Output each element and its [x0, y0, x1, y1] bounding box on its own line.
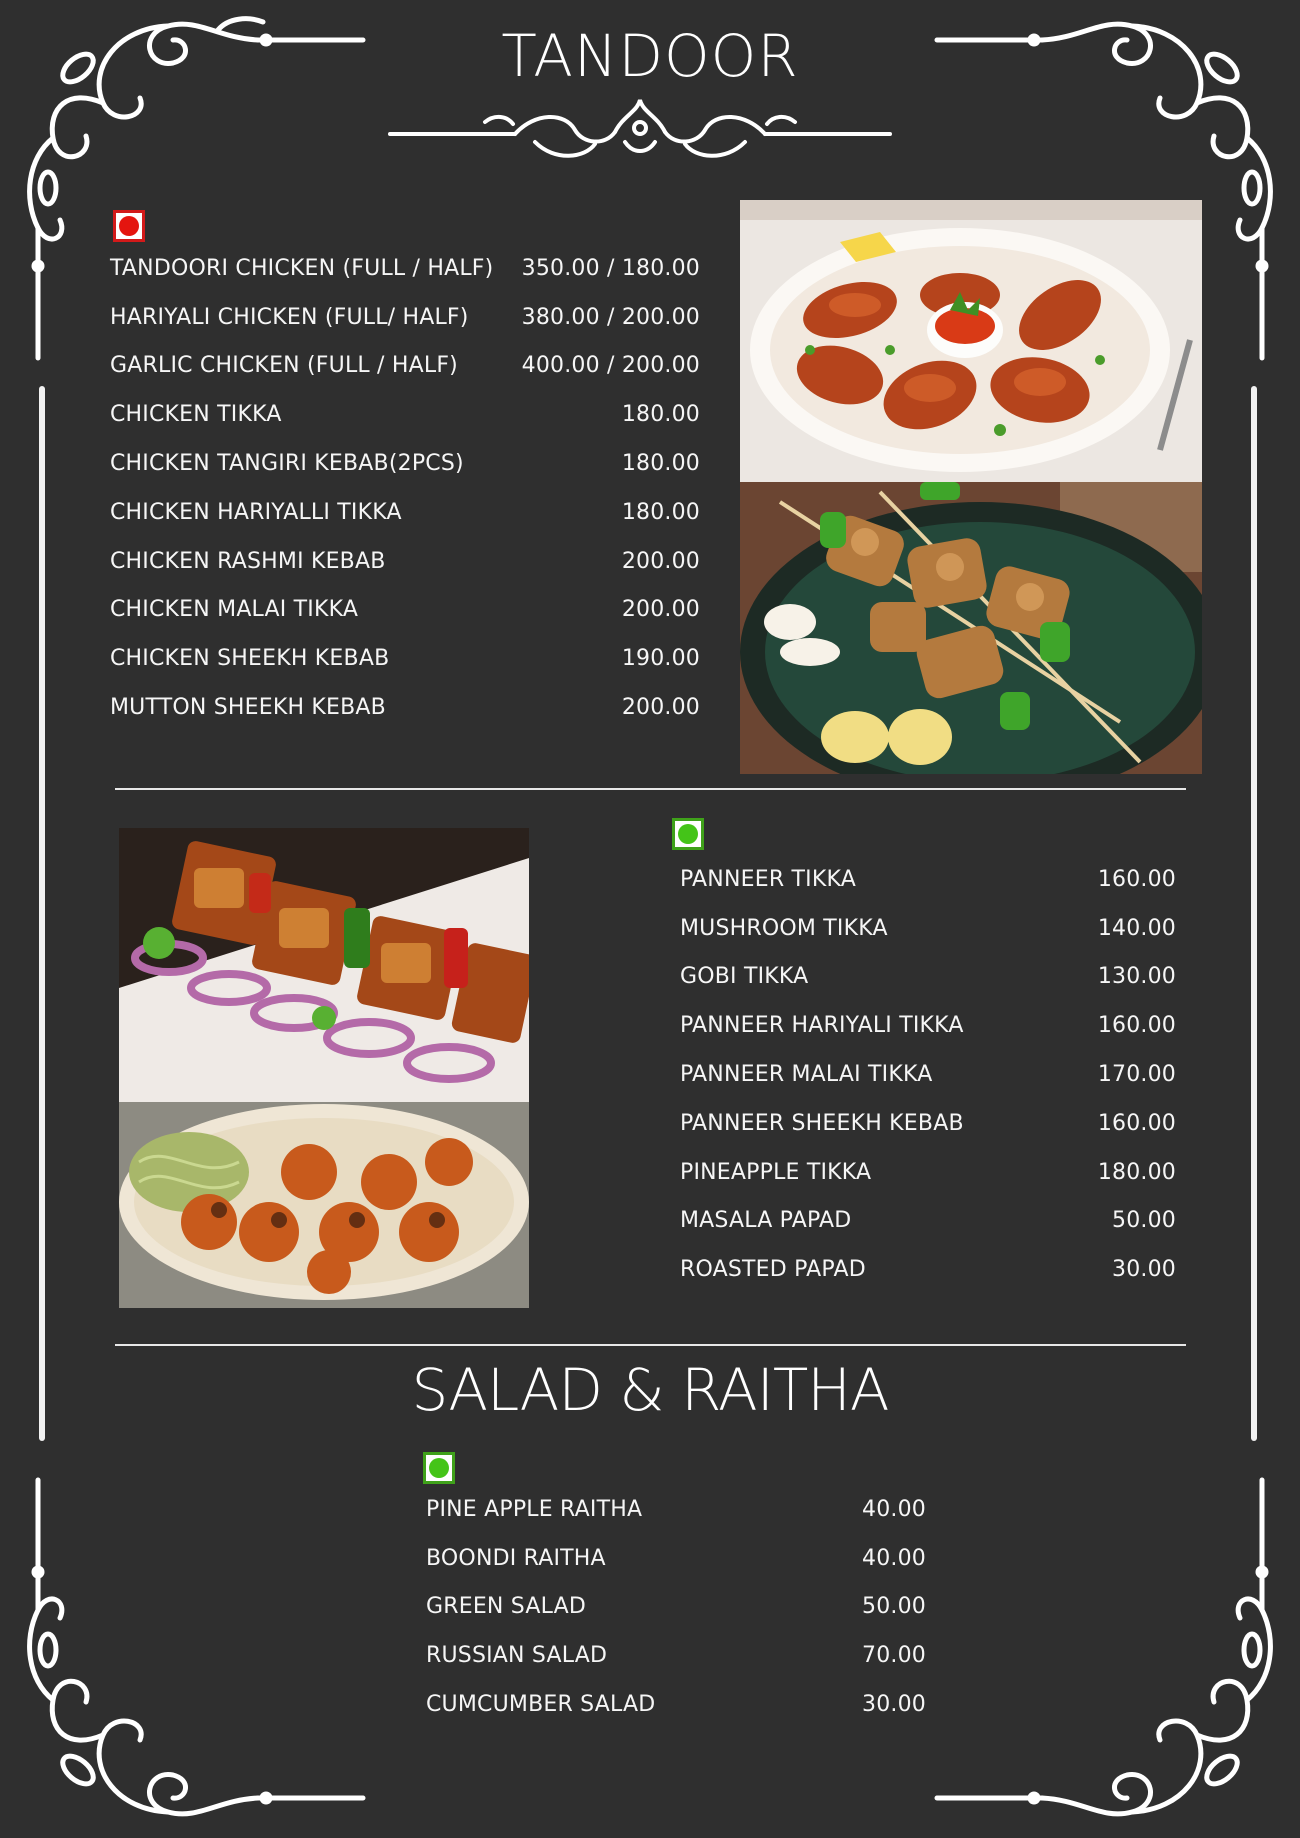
corner-ornament-bottom-left	[8, 1450, 388, 1830]
menu-item-price: 400.00 / 200.00	[521, 353, 700, 379]
salad-veg-symbol-icon	[423, 1452, 455, 1484]
menu-item	[680, 904, 1176, 953]
menu-item	[110, 390, 700, 439]
menu-item	[426, 1583, 926, 1632]
paneer-tikka-photo	[119, 828, 529, 1102]
menu-item-price: 30.00	[862, 1692, 926, 1718]
menu-item-price: 180.00	[1097, 1159, 1176, 1185]
menu-item-price: 160.00	[1097, 866, 1176, 892]
section-divider-1	[115, 788, 1186, 790]
menu-item-name: CHICKEN SHEEKH KEBAB	[110, 646, 390, 672]
menu-item-name: CUMCUMBER SALAD	[426, 1692, 656, 1718]
salad-menu-list	[426, 1485, 926, 1729]
menu-item-price: 30.00	[1112, 1257, 1176, 1283]
menu-item	[110, 244, 700, 293]
menu-item-price: 130.00	[1097, 964, 1176, 990]
menu-item-price: 380.00 / 200.00	[521, 304, 700, 330]
menu-item	[110, 293, 700, 342]
menu-item-name: PANNEER TIKKA	[680, 866, 856, 892]
menu-item	[680, 1245, 1176, 1294]
menu-item-price: 40.00	[862, 1545, 926, 1571]
menu-item-price: 170.00	[1097, 1062, 1176, 1088]
menu-item-price: 50.00	[862, 1594, 926, 1620]
menu-item	[426, 1631, 926, 1680]
menu-item-name: PANNEER SHEEKH KEBAB	[680, 1110, 964, 1136]
menu-item-name: GREEN SALAD	[426, 1594, 586, 1620]
veg-symbol-icon	[672, 818, 704, 850]
menu-item-price: 180.00	[621, 499, 700, 525]
menu-item-name: PINE APPLE RAITHA	[426, 1496, 643, 1522]
menu-item-price: 160.00	[1097, 1110, 1176, 1136]
menu-item	[110, 634, 700, 683]
nonveg-menu-list	[110, 244, 700, 732]
menu-item-name: MUSHROOM TIKKA	[680, 915, 888, 941]
menu-item	[110, 586, 700, 635]
salad-section-title: SALAD & RAITHA	[411, 1356, 889, 1424]
menu-item-name: RUSSIAN SALAD	[426, 1643, 608, 1669]
menu-item-name: PINEAPPLE TIKKA	[680, 1159, 872, 1185]
menu-item-price: 200.00	[621, 548, 700, 574]
menu-item-price: 180.00	[621, 402, 700, 428]
menu-item	[680, 953, 1176, 1002]
menu-item	[680, 1148, 1176, 1197]
corner-ornament-bottom-right	[912, 1450, 1292, 1830]
title-flourish-ornament	[385, 92, 895, 164]
menu-item-price: 200.00	[621, 597, 700, 623]
menu-item-name: GOBI TIKKA	[680, 964, 809, 990]
menu-item-price: 160.00	[1097, 1013, 1176, 1039]
menu-item-name: ROASTED PAPAD	[680, 1257, 866, 1283]
right-border-line	[1251, 386, 1257, 1441]
menu-item-price: 40.00	[862, 1496, 926, 1522]
menu-item	[426, 1534, 926, 1583]
menu-item-price: 50.00	[1112, 1208, 1176, 1234]
gobi-tikka-photo	[119, 1102, 529, 1308]
menu-item	[426, 1680, 926, 1729]
menu-item-name: PANNEER HARIYALI TIKKA	[680, 1013, 964, 1039]
menu-item	[680, 855, 1176, 904]
menu-item-price: 140.00	[1097, 915, 1176, 941]
menu-item-name: CHICKEN TIKKA	[110, 402, 282, 428]
menu-item-name: CHICKEN RASHMI KEBAB	[110, 548, 386, 574]
menu-item-name: HARIYALI CHICKEN (FULL/ HALF)	[110, 304, 469, 330]
menu-item	[110, 342, 700, 391]
menu-item	[680, 1099, 1176, 1148]
menu-item	[110, 488, 700, 537]
menu-item	[110, 683, 700, 732]
tandoori-chicken-photo	[740, 200, 1202, 482]
menu-item	[110, 537, 700, 586]
page-title: TANDOOR	[501, 22, 799, 90]
section-divider-2	[115, 1344, 1186, 1346]
menu-item	[426, 1485, 926, 1534]
menu-item	[680, 1050, 1176, 1099]
menu-item-price: 180.00	[621, 451, 700, 477]
menu-item-name: MASALA PAPAD	[680, 1208, 852, 1234]
non-veg-symbol-icon	[113, 210, 145, 242]
menu-item-price: 200.00	[621, 695, 700, 721]
menu-item-name: CHICKEN TANGIRI KEBAB(2PCS)	[110, 451, 464, 477]
menu-item-name: PANNEER MALAI TIKKA	[680, 1062, 933, 1088]
menu-item-name: BOONDI RAITHA	[426, 1545, 606, 1571]
menu-item	[110, 439, 700, 488]
veg-menu-list	[680, 855, 1176, 1294]
menu-item-name: GARLIC CHICKEN (FULL / HALF)	[110, 353, 458, 379]
menu-item-name: CHICKEN MALAI TIKKA	[110, 597, 359, 623]
chicken-tikka-skewers-photo	[740, 482, 1202, 774]
menu-item-price: 350.00 / 180.00	[521, 255, 700, 281]
menu-item-price: 190.00	[621, 646, 700, 672]
menu-item	[680, 1001, 1176, 1050]
left-border-line	[39, 386, 45, 1441]
menu-item-price: 70.00	[862, 1643, 926, 1669]
menu-item	[680, 1197, 1176, 1246]
menu-item-name: CHICKEN HARIYALLI TIKKA	[110, 499, 402, 525]
menu-item-name: TANDOORI CHICKEN (FULL / HALF)	[110, 255, 494, 281]
menu-item-name: MUTTON SHEEKH KEBAB	[110, 695, 386, 721]
